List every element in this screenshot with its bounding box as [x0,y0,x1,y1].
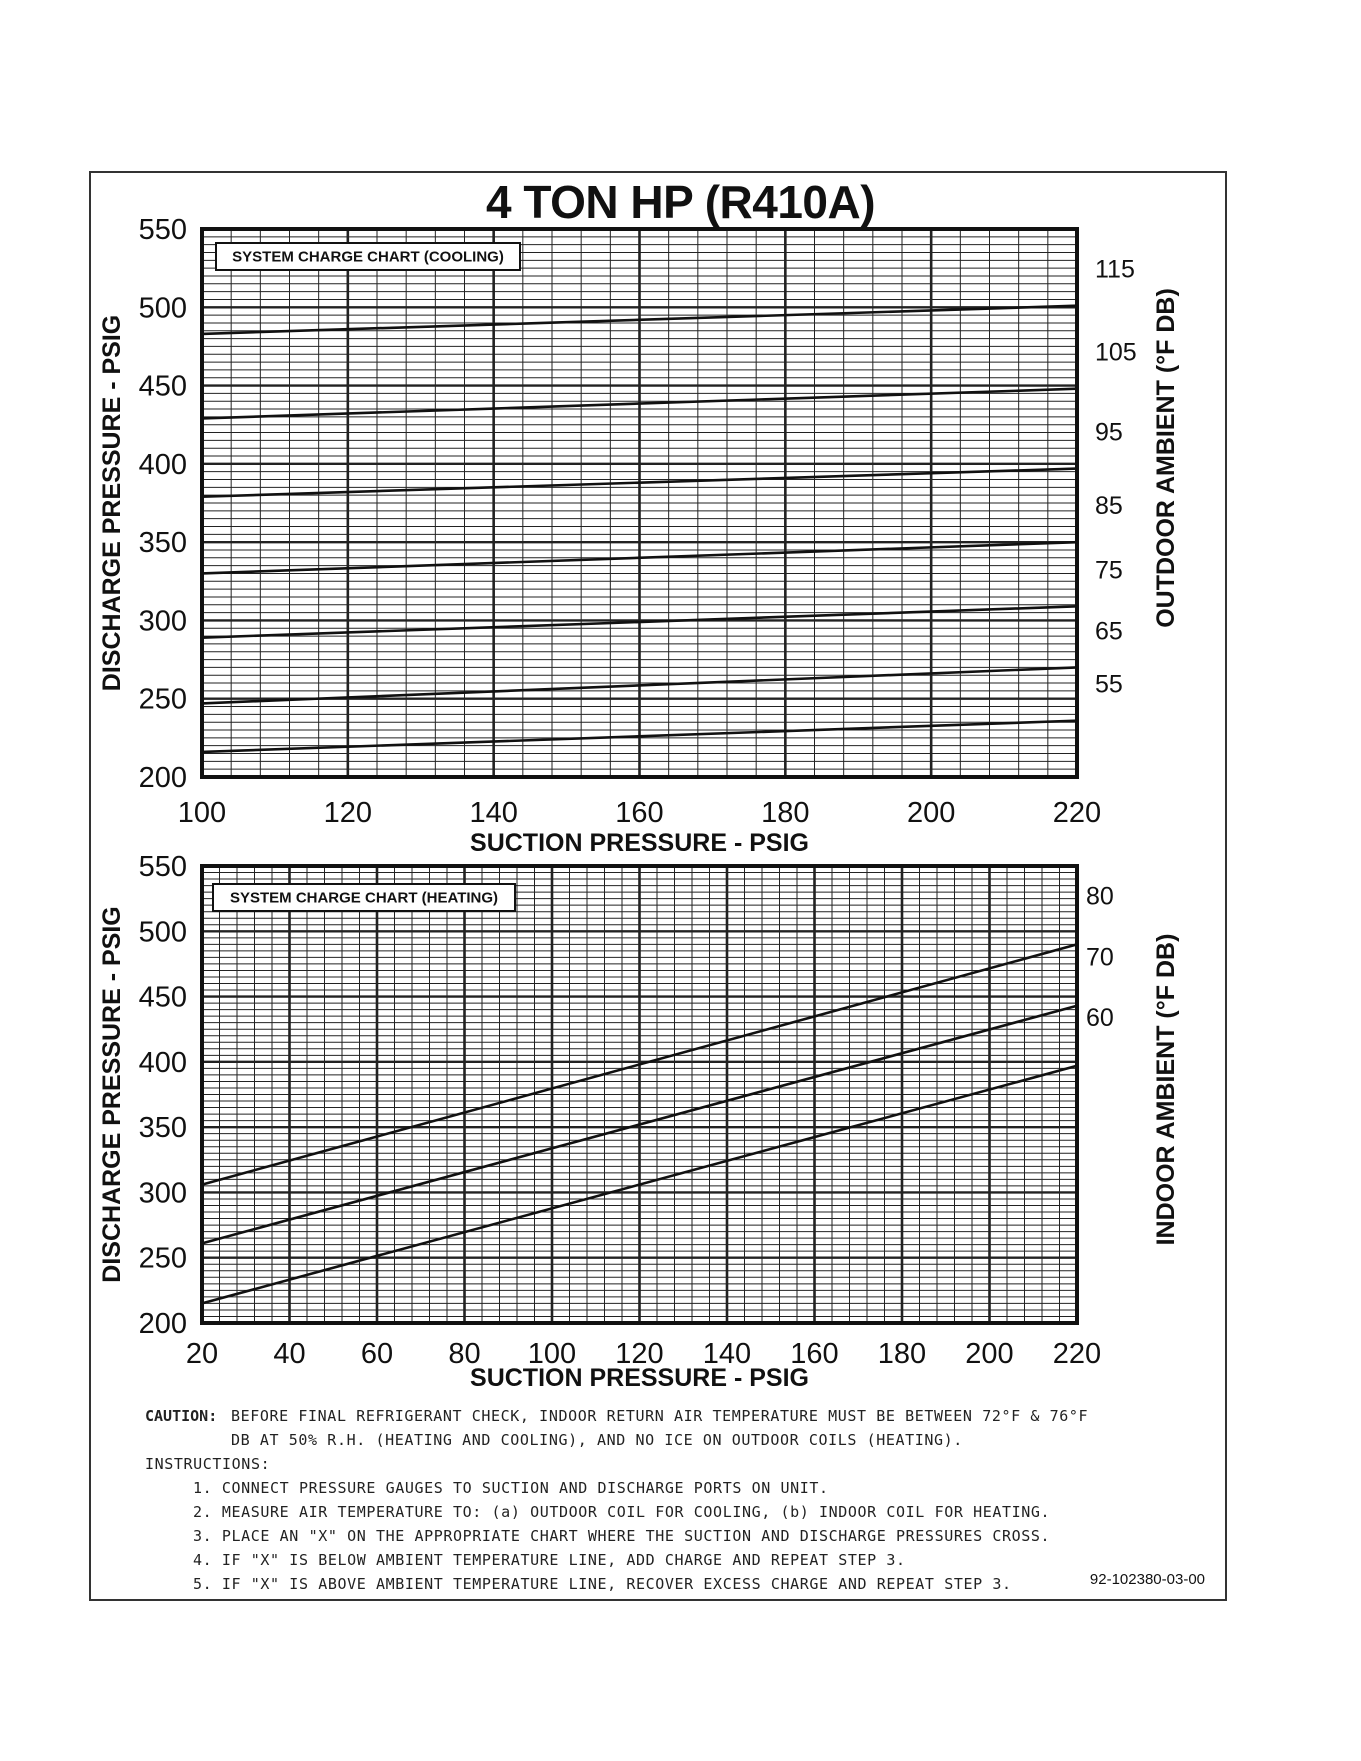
x-tick-label: 160 [790,1338,839,1370]
instruction-step: 1. CONNECT PRESSURE GAUGES TO SUCTION AND DISCHARGE PORTS ON UNIT. [193,1479,829,1497]
x-axis-label: SUCTION PRESSURE - PSIG [470,829,809,857]
x-tick-label: 180 [761,797,810,829]
series-label: 85 [1095,492,1123,521]
x-tick-label: 80 [448,1338,481,1370]
instruction-step: 2. MEASURE AIR TEMPERATURE TO: (a) OUTDOOR COIL FOR COOLING, (b) INDOOR COIL FOR HEATING. [193,1503,1051,1521]
x-axis-label: SUCTION PRESSURE - PSIG [470,1364,809,1392]
x-tick-label: 200 [965,1338,1014,1370]
y-tick-label: 500 [138,292,187,325]
y-tick-label: 350 [138,1112,187,1145]
x-tick-label: 200 [906,797,956,829]
y-tick-label: 400 [138,1046,187,1079]
series-label: 65 [1095,617,1123,646]
chart-title-box-label: SYSTEM CHARGE CHART (COOLING) [232,248,504,266]
caution-heading: CAUTION: [145,1407,218,1425]
x-tick-label: 160 [615,797,664,829]
x-tick-label: 60 [360,1338,394,1370]
y-tick-label: 350 [138,527,187,560]
x-tick-label: 220 [1052,797,1102,829]
instruction-step: 3. PLACE AN "X" ON THE APPROPRIATE CHART WHERE THE SUCTION AND DISCHARGE PRESSURES CROSS. [193,1527,1051,1545]
y-tick-label: 300 [138,605,187,638]
right-axis-label: INDOOR AMBIENT (°F DB) [1152,933,1180,1246]
x-tick-label: 40 [273,1338,306,1370]
y-tick-label: 250 [138,683,187,716]
series-label: 55 [1095,670,1123,699]
series-label: 80 [1086,882,1114,911]
x-tick-label: 140 [469,797,518,829]
instruction-step: 5. IF "X" IS ABOVE AMBIENT TEMPERATURE LINE, RECOVER EXCESS CHARGE AND REPEAT STEP 3. [193,1575,1012,1593]
x-tick-label: 120 [323,797,373,829]
y-tick-label: 500 [138,916,187,949]
x-tick-label: 120 [615,1338,664,1370]
chart-title-box-label: SYSTEM CHARGE CHART (HEATING) [229,889,499,907]
y-tick-label: 400 [138,448,187,481]
series-label: 70 [1086,943,1114,972]
series-label: 60 [1086,1003,1114,1032]
y-tick-label: 200 [138,762,187,794]
y-tick-label: 550 [138,214,187,246]
page-title: 4 TON HP (R410A) [485,176,876,228]
y-tick-label: 250 [138,1242,187,1275]
y-tick-label: 200 [138,1308,187,1340]
x-tick-label: 180 [877,1338,927,1370]
series-label: 115 [1095,255,1135,284]
y-tick-label: 450 [138,981,187,1014]
right-axis-label: OUTDOOR AMBIENT (°F DB) [1152,288,1180,628]
y-tick-label: 300 [138,1177,187,1210]
y-tick-label: 450 [138,370,187,403]
x-tick-label: 220 [1052,1338,1102,1370]
y-axis-label: DISCHARGE PRESSURE - PSIG [98,906,126,1283]
x-tick-label: 100 [527,1338,577,1370]
y-tick-label: 550 [138,851,187,883]
series-label: 105 [1095,338,1137,367]
x-tick-label: 20 [185,1338,219,1370]
x-tick-label: 140 [702,1338,752,1370]
instruction-step: 4. IF "X" IS BELOW AMBIENT TEMPERATURE LINE, ADD CHARGE AND REPEAT STEP 3. [193,1551,906,1569]
caution-line-2: DB AT 50% R.H. (HEATING AND COOLING), AND NO ICE ON OUTDOOR COILS (HEATING). [231,1431,963,1449]
instructions-heading: INSTRUCTIONS: [145,1455,271,1473]
series-label: 95 [1095,418,1123,447]
series-label: 75 [1095,556,1123,585]
caution-line-1: BEFORE FINAL REFRIGERANT CHECK, INDOOR RETURN AIR TEMPERATURE MUST BE BETWEEN 72°F & 76°F [231,1407,1089,1425]
part-number: 92-102380-03-00 [1089,1571,1205,1588]
y-axis-label: DISCHARGE PRESSURE - PSIG [98,314,126,692]
x-tick-label: 100 [177,797,227,829]
